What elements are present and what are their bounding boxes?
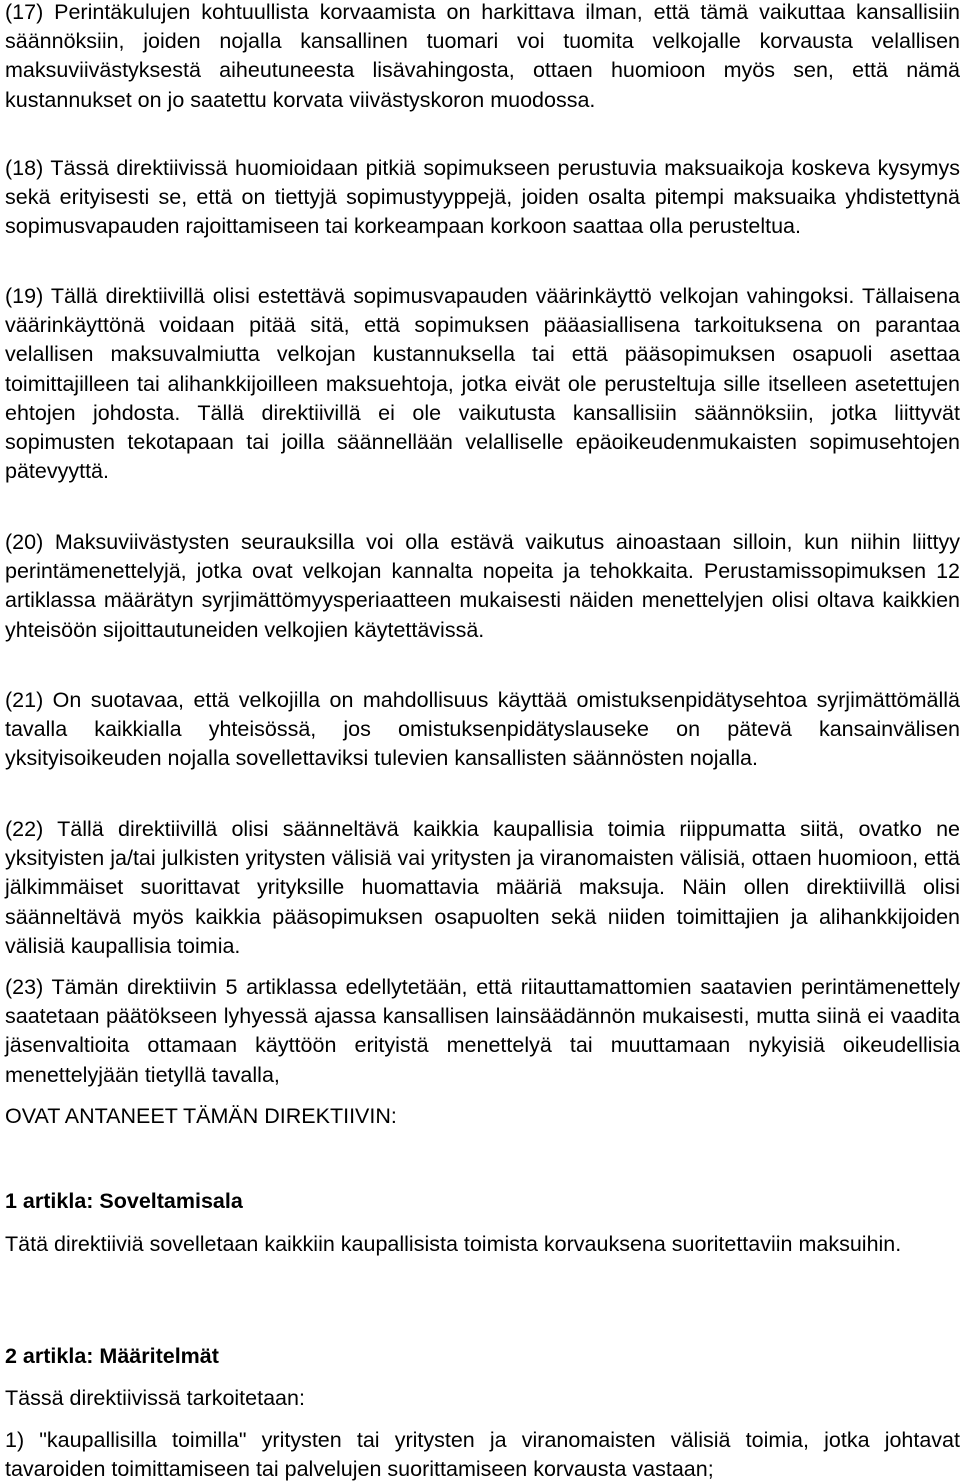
article-2-item-1: 1) "kaupallisilla toimilla" yritysten tai yritysten ja viranomaisten välisiä toimia, jotka johtavat tavaroiden toimittamiseen tai palvelujen suorittamiseen korvausta vastaan;: [5, 1428, 960, 1482]
recital-19: (19) Tällä direktiivillä olisi estettävä sopimusvapauden väärinkäyttö velkojan vahingoksi. Tällaisena väärinkäyttönä voidaan pitää sitä, että sopimuksen pääasiallisena tarkoituksena on parantaa velallisen maksuvalmiutta velkojan kustannuksella tai että pääsopimuksen osapuoli asettaa toimittajilleen tai alihankkijoilleen maksuehtoja, jotka eivät ole perusteltuja sille itselleen asetettujen ehtojen johdosta. Tällä direktiivillä ei ole vaikutusta kansallisiin säännöksiin, jotka liittyvät sopimusten tekotapaan tai joilla säännellään velalliselle epäoikeudenmukaisten sopimusehtojen pätevyyttä.: [5, 284, 960, 484]
recital-22: (22) Tällä direktiivillä olisi säänneltävä kaikkia kaupallisia toimia riippumatta siitä, ovatko ne yksityisten ja/tai julkisten yritysten välisiä vai yritysten ja viranomaisten välisiä, ottaen huomioon, että jälkimmäiset suorittavat yrityksille huomattavia määriä maksuja. Näin ollen direktiivillä olisi säänneltävä myös kaikkia pääsopimuksen osapuolten sekä niiden toimittajien ja alihankkijoiden välisiä kaupallisia toimia.: [5, 817, 960, 958]
article-2-heading: 2 artikla: Määritelmät: [5, 1344, 219, 1368]
recital-17: (17) Perintäkulujen kohtuullista korvaamista on harkittava ilman, että tämä vaikuttaa kansallisiin säännöksiin, joiden nojalla kansallinen tuomari voi tuomita velkojalle korvausta velallisen maksuviivästyksestä aiheutuneesta lisävahingosta, ottaen huomioon myös sen, että nämä kustannukset on jo saatettu korvata viivästyskoron muodossa.: [5, 0, 960, 112]
article-1-text: Tätä direktiiviä sovelletaan kaikkiin kaupallisista toimista korvauksena suoritettaviin maksuihin.: [5, 1232, 902, 1256]
recital-21: (21) On suotavaa, että velkojilla on mahdollisuus käyttää omistuksenpidätysehtoa syrjimättömällä tavalla kaikkialla yhteisössä, jos omistuksenpidätyslauseke on pätevä kansainvälisen yksityisoikeuden nojalla sovellettaviksi tulevien kansallisten säännösten nojalla.: [5, 688, 960, 771]
article-2-intro: Tässä direktiivissä tarkoitetaan:: [5, 1386, 305, 1410]
adoption-line: OVAT ANTANEET TÄMÄN DIREKTIIVIN:: [5, 1104, 397, 1128]
recital-23: (23) Tämän direktiivin 5 artiklassa edellytetään, että riitauttamattomien saatavien perintämenettely saatetaan päätökseen lyhyessä ajassa kansallisen lainsäädännön mukaisesti, mutta siinä ei vaadita jäsenvaltioita ottamaan käyttöön erityistä menettelyä tai muuttamaan nykyisiä oikeudellisia menettelyjään tietyllä tavalla,: [5, 975, 960, 1087]
recital-20: (20) Maksuviivästysten seurauksilla voi olla estävä vaikutus ainoastaan silloin, kun niihin liittyy perintämenettelyjä, jotka ovat velkojan kannalta nopeita ja tehokkaita. Perustamissopimuksen 12 artiklassa määrätyn syrjimättömyysperiaatteen mukaisesti näiden menettelyjen olisi oltava kaikkien yhteisöön sijoittautuneiden velkojien käytettävissä.: [5, 530, 960, 642]
article-1-heading: 1 artikla: Soveltamisala: [5, 1189, 243, 1213]
recital-18: (18) Tässä direktiivissä huomioidaan pitkiä sopimukseen perustuvia maksuaikoja koskeva kysymys sekä erityisesti se, että on tiettyjä sopimustyyppejä, joiden osalta pitempi maksuaika yhdistettynä sopimusvapauden rajoittamiseen tai korkeampaan korkoon saattaa olla perusteltua.: [5, 156, 960, 239]
